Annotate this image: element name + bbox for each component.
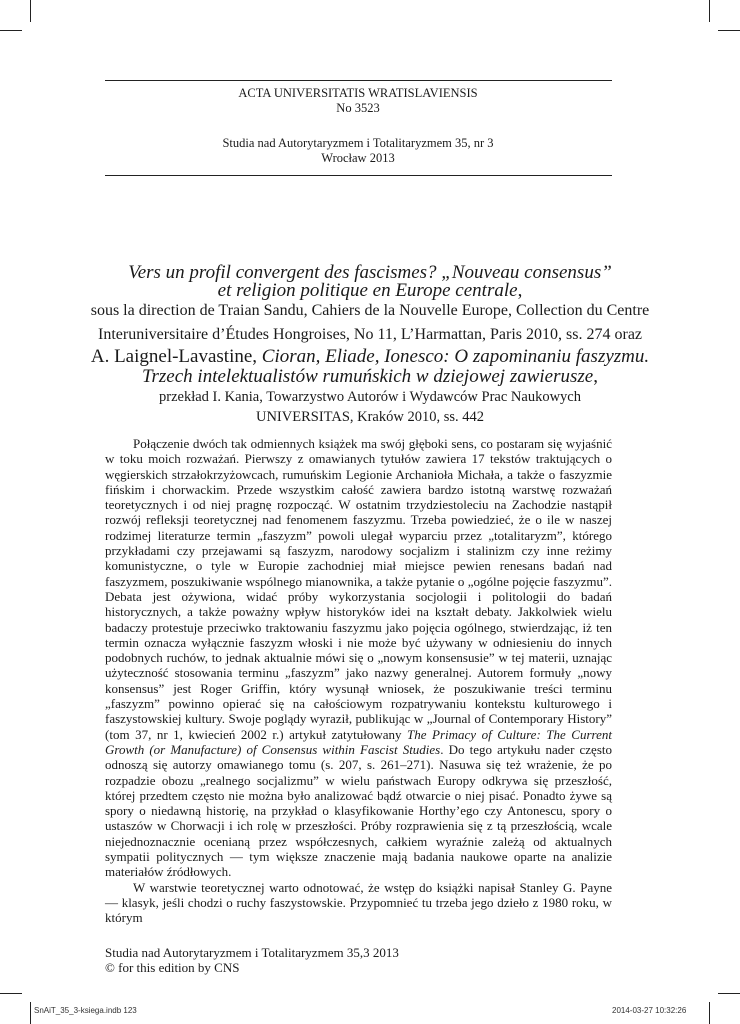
crop-mark-bottom-right (709, 1002, 710, 1024)
title-line-5 (90, 346, 650, 368)
crop-mark-top-right-h (718, 30, 740, 31)
body-paragraph-1-part-a: Połączenie dwóch tak odmiennych książek ma swój głęboki sens, co postaram się wyjaśnić w toku moich rozważań. Pierwszy z omawianych tytułów zawiera 17 tekstów traktujących o węgierskich strzałokrzyżowcach, rumuńskim Legionie Archanioła Michała, a także o faszyzmie fińskim i chorwackim. Przede wszystkim całość zawiera bardzo istotną warstwę rozważań teoretycznych i od niej pragnę rozpocząć. W ostatnim trzydziestoleciu na Zachodzie nastąpił rozwój refleksji teoretycznej nad fenomenem faszyzmu. Trzeba powiedzieć, że o ile w naszej rodzimej literaturze termin „faszyzm” powoli ulegał wyparciu przez „totalitaryzm”, którego przykładami czy przejawami są faszyzm, narodowy socjalizm i stalinizm czy inne reżimy komunistyczne, o tyle w Europie zachodniej miał miejsce pewien renesans badań nad faszyzmem, poszukiwanie wspólnego mianownika, a także pytanie o „ogólne pojęcie faszyzmu”. Debata jest ożywiona, widać próby wykorzystania socjologii i politologii do badań historycznych, a także poważny wpływ historyków idei na kształt debaty. Jakkolwiek wielu badaczy protestuje przeciwko traktowaniu faszyzmu jako pojęcia ogólnego, stwierdzając, iż ten termin oznacza wyłącznie faszyzm włoski i nie może być używany w odniesieniu do innych podobnych ruchów, to jednak aktualnie mówi się o „nowym konsensusie” w tej materii, uznając użyteczność stosowania terminu „faszyzm” jako nazwy generalnej. Autorem formuły „nowy konsensus” jest Roger Griffin, który wysunął wniosek, że poszukiwanie treści terminu „faszyzm” powinno opierać się na całościowym rozpatrywaniu kontekstu kulturowego i faszystowskiej kultury. Swoje poglądy wyraził, publikując w „Journal of Contemporary History” (tom 37, nr 1, kwiecień 2002 r.) artykuł zatytułowany (105, 436, 612, 742)
title-line-7: przekład I. Kania, Towarzystwo Autorów i Wydawców Prac Naukowych (159, 389, 581, 405)
footer-series: Studia nad Autorytaryzmem i Totalitaryzmem 35,3 2013 (105, 945, 399, 960)
body-article-title: The Primacy of Culture: The Current Growth (or Manufacture) of Consensus within Fascist Studies (105, 726, 612, 757)
crop-mark-top-left (30, 0, 31, 22)
journal-name: ACTA UNIVERSITATIS WRATISLAVIENSIS (238, 86, 478, 100)
slug-timestamp: 2014-03-27 10:32:26 (612, 1006, 687, 1015)
header-top-rule (105, 80, 612, 81)
place-year: Wrocław 2013 (321, 151, 395, 165)
journal-number: No 3523 (336, 101, 380, 115)
title-line-2-tail: , (517, 280, 523, 301)
review-body (105, 436, 612, 926)
body-paragraph-1 (105, 436, 612, 880)
title-line-4: Interuniversitaire d’Études Hongroises, No 11, L’Harmattan, Paris 2010, ss. 274 oraz (97, 326, 643, 343)
title-line-3: sous la direction de Traian Sandu, Cahiers de la Nouvelle Europe, Collection du Centre (90, 302, 650, 319)
title-line-1: Vers un profil convergent des fascismes? „Nouveau consensus” (128, 262, 612, 283)
header-bottom-rule (105, 175, 612, 176)
crop-mark-bottom-right-h (718, 993, 740, 994)
series-title: Studia nad Autorytaryzmem i Totalitaryzmem 35, nr 3 (222, 136, 494, 150)
slug-file-name: SnAiT_35_3-ksiega.indb 123 (34, 1006, 137, 1015)
title-line-5-author: A. Laignel-Lavastine, (90, 346, 262, 367)
title-line-6-tail: , (593, 366, 598, 387)
footer-copyright: © for this edition by CNS (105, 960, 240, 975)
title-line-6 (90, 366, 650, 388)
title-line-5-italic: Cioran, Eliade, Ionesco: O zapominaniu faszyzmu. (261, 346, 650, 367)
title-line-6-italic: Trzech intelektualistów rumuńskich w dziejowej zawierusze (142, 366, 594, 387)
title-line-2-italic: et religion politique en Europe centrale (217, 280, 518, 301)
crop-mark-bottom-left-h (0, 993, 22, 994)
body-paragraph-1-part-b: . Do tego artykułu nader często odnoszą się autorzy omawianego tomu (s. 207, s. 261–271). Nasuwa się też wrażenie, że po rozpadzie obozu „realnego socjalizmu” w wielu państwach Europy odkrywa się przeszłość, której przedtem często nie można było analizować bądź otwarcie o niej pisać. Ponadto żywe są spory o niedawną historię, na przykład o klasyfikowanie Horthy’ego czy Antonescu, spory o ustaszów w Chorwacji i ich rolę w przeszłości. Próby rozprawienia się z tą przeszłością, wcale niejednoznacznie ocenianą przez współczesnych, całkiem wyraźnie zależą od aktualnych sympatii politycznych — tym większe znaczenie mają badania naukowe oparte na analizie materiałów źródłowych. (105, 741, 612, 880)
crop-mark-top-right (709, 0, 710, 22)
crop-mark-bottom-left (30, 1002, 31, 1024)
review-title-block (90, 262, 650, 428)
body-paragraph-2: W warstwie teoretycznej warto odnotować, że wstęp do książki napisał Stanley G. Payne — klasyk, jeśli chodzi o ruchy faszystowskie. Przypomnieć tu trzeba jego dzieło z 1980 roku, w którym (105, 879, 612, 926)
crop-mark-top-left-h (0, 30, 22, 31)
title-line-8: UNIVERSITAS, Kraków 2010, ss. 442 (255, 409, 484, 425)
